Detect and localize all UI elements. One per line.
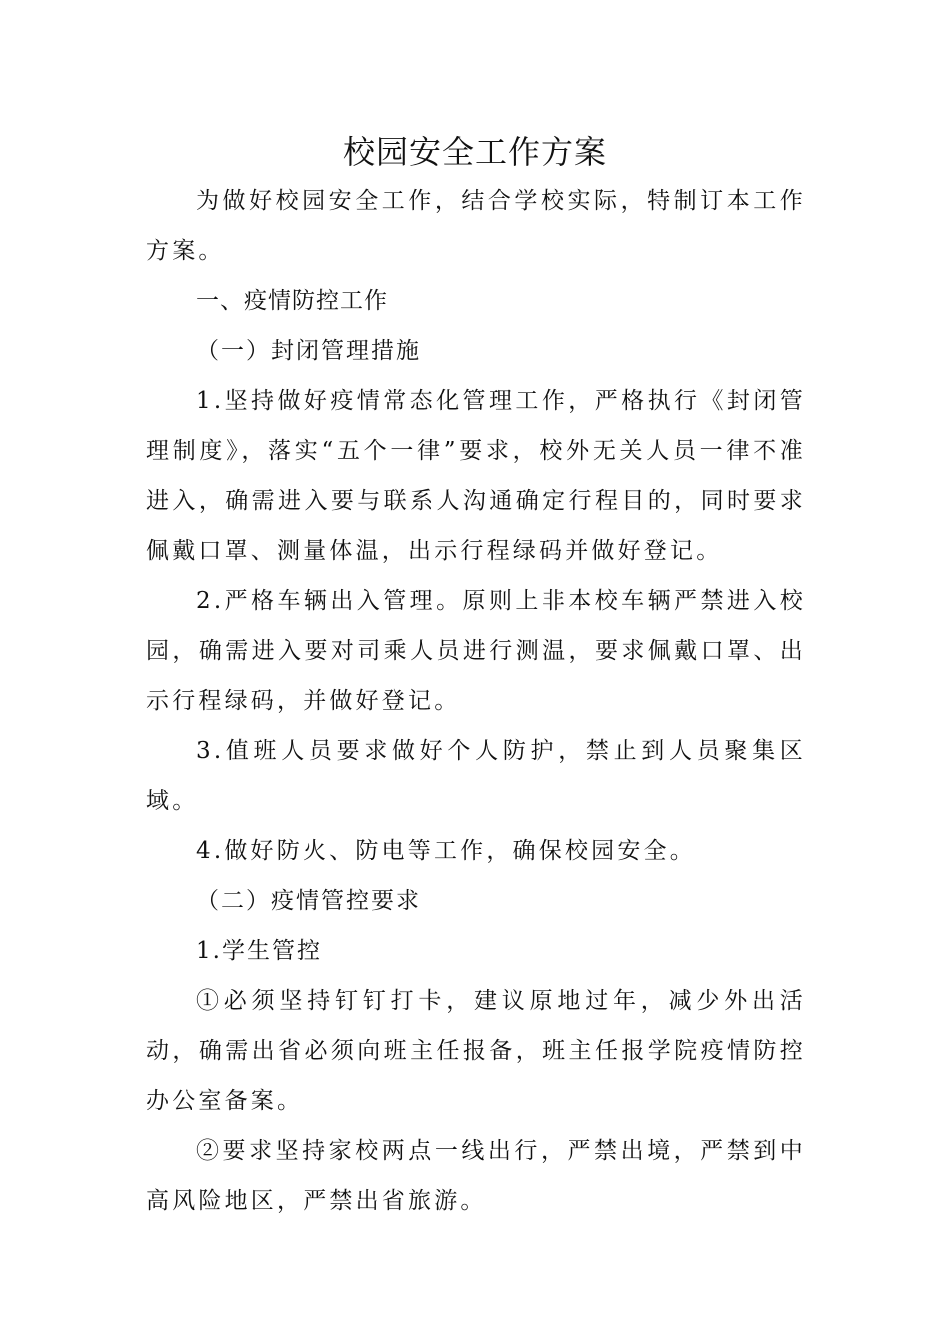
intro-paragraph: 为做好校园安全工作，结合学校实际，特制订本工作方案。 bbox=[146, 188, 806, 264]
document-body bbox=[146, 176, 806, 1226]
subsection-heading-control-requirements: （二）疫情管控要求 bbox=[196, 888, 421, 914]
paragraph-item-4: 4.做好防火、防电等工作，确保校园安全。 bbox=[196, 838, 696, 864]
student-rule-2: ②要求坚持家校两点一线出行，严禁出境，严禁到中高风险地区，严禁出省旅游。 bbox=[146, 1138, 806, 1214]
subsection-heading-closed-management: （一）封闭管理措施 bbox=[196, 338, 421, 364]
document-title: 校园安全工作方案 bbox=[342, 133, 607, 171]
section-heading-epidemic: 一、疫情防控工作 bbox=[196, 288, 388, 314]
student-rule-1: ①必须坚持钉钉打卡，建议原地过年，减少外出活动，确需出省必须向班主任报备，班主任报学院疫情防控办公室备案。 bbox=[146, 988, 806, 1114]
paragraph-item-1: 1.坚持做好疫情常态化管理工作，严格执行《封闭管理制度》，落实“五个一律”要求，校外无关人员一律不准进入，确需进入要与联系人沟通确定行程目的，同时要求佩戴口罩、测量体温，出示行程绿码并做好登记。 bbox=[146, 388, 806, 564]
student-control-heading: 1.学生管控 bbox=[196, 938, 322, 964]
paragraph-item-2: 2.严格车辆出入管理。原则上非本校车辆严禁进入校园，确需进入要对司乘人员进行测温，要求佩戴口罩、出示行程绿码，并做好登记。 bbox=[146, 588, 806, 714]
paragraph-item-3: 3.值班人员要求做好个人防护，禁止到人员聚集区域。 bbox=[146, 738, 806, 814]
